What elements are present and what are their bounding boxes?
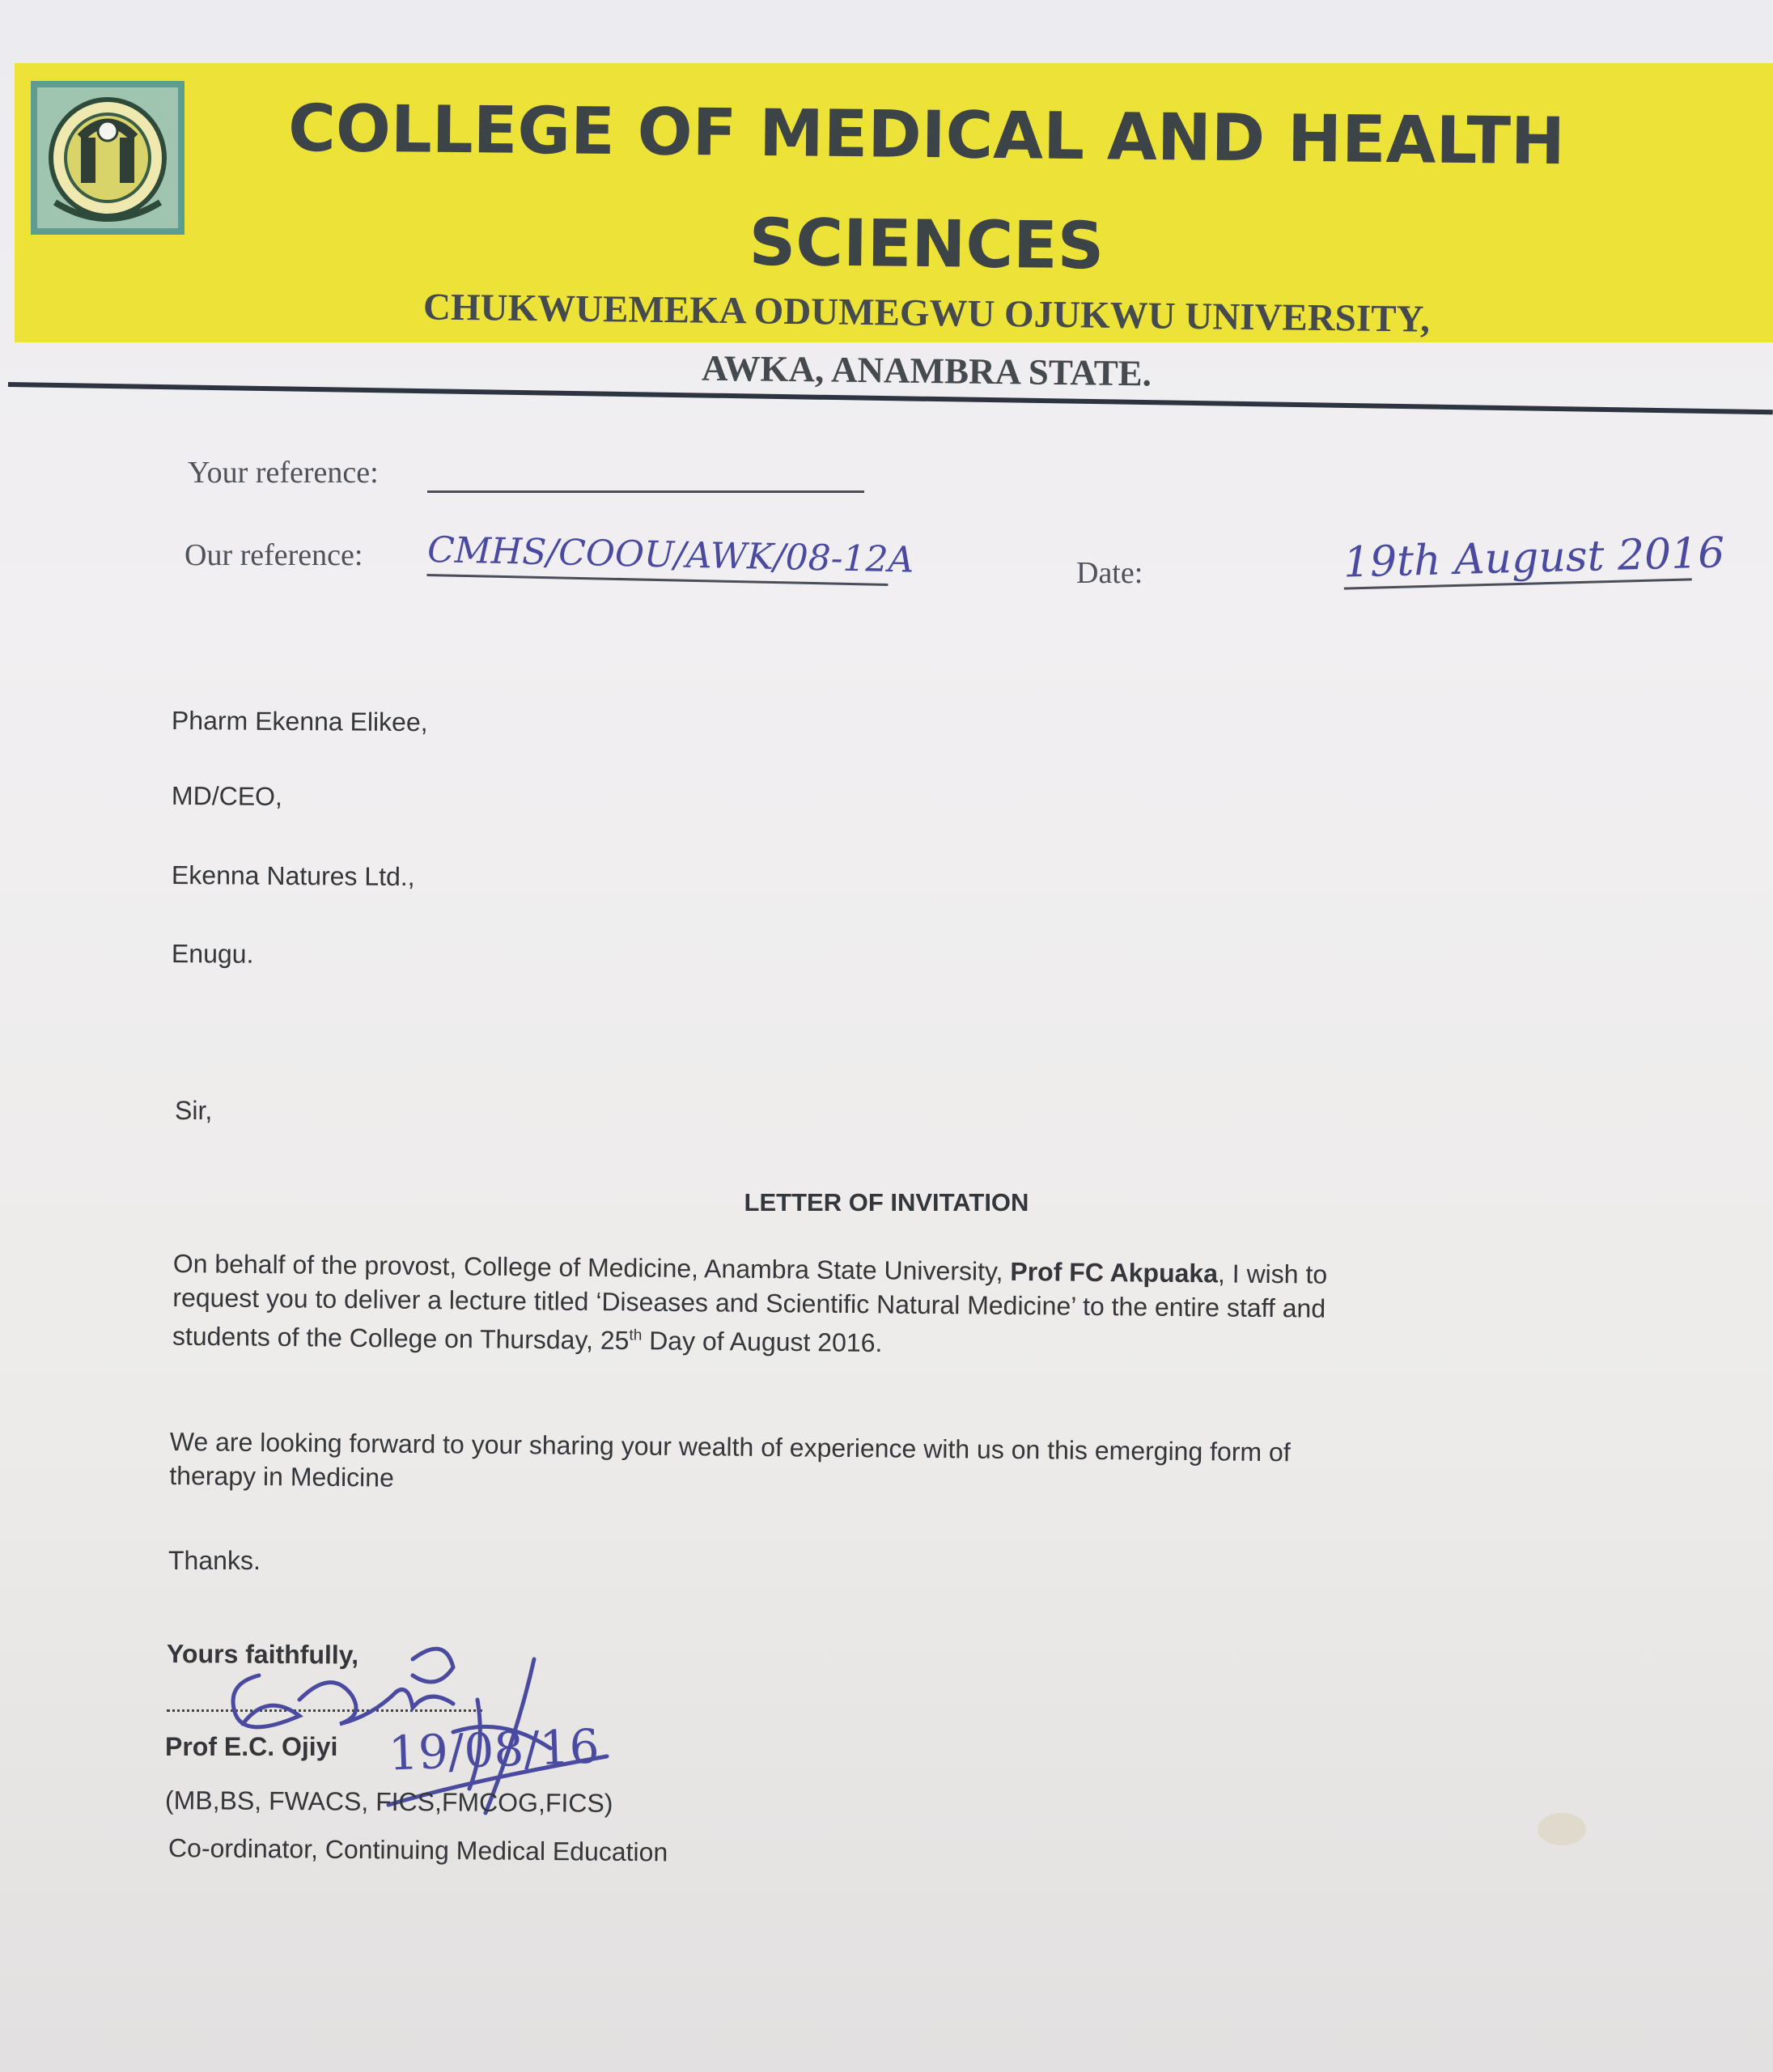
closing: Yours faithfully, <box>166 1639 359 1670</box>
paragraph-1-line-3: students of the College on Thursday, 25th Day of August 2016. <box>172 1321 883 1358</box>
your-reference-label: Your reference: <box>188 456 379 490</box>
paragraph-1 <box>172 1246 1328 1364</box>
date-value: 19th August 2016 <box>1342 529 1692 589</box>
paragraph-1-line-2: request you to deliver a lecture titled ‘Diseases and Scientific Natural Medicine’ to the entire staff and <box>172 1282 1326 1323</box>
letter-heading: LETTER OF INVITATION <box>744 1188 1029 1216</box>
university-name: CHUKWUEMEKA ODUMEGWU OJUKWU UNIVERSITY, <box>422 286 1431 341</box>
paragraph-1-line-1: On behalf of the provost, College of Medicine, Anambra State University, Prof FC Akpuaka, I wish to <box>172 1248 1328 1289</box>
recipient-city: Enugu. <box>171 939 254 969</box>
your-reference-line <box>427 455 864 493</box>
recipient-name: Pharm Ekenna Elikee, <box>171 706 428 737</box>
thanks: Thanks. <box>168 1546 261 1575</box>
our-reference-label: Our reference: <box>185 538 363 572</box>
paper-stain <box>1538 1813 1586 1845</box>
provost-name: Prof FC Akpuaka <box>1010 1256 1219 1289</box>
paragraph-2-line-2: therapy in Medicine <box>169 1460 395 1492</box>
university-crest-icon <box>31 81 185 235</box>
our-reference-value: CMHS/COOU/AWK/08-12A <box>426 529 889 586</box>
signatory-role: Co-ordinator, Continuing Medical Education <box>168 1833 668 1867</box>
recipient-company: Ekenna Natures Ltd., <box>171 860 415 892</box>
paragraph-2-line-1: We are looking forward to your sharing your wealth of experience with us on this emerging form of <box>169 1426 1291 1467</box>
date-label: Date: <box>1076 556 1143 590</box>
paragraph-2 <box>169 1424 1291 1503</box>
signatory-name: Prof E.C. Ojiyi <box>165 1732 338 1761</box>
recipient-title: MD/CEO, <box>171 781 283 811</box>
signatory-credentials: (MB,BS, FWACS, FICS,FMCOG,FICS) <box>164 1785 613 1818</box>
salutation: Sir, <box>175 1096 213 1125</box>
university-location: AWKA, ANAMBRA STATE. <box>701 347 1152 394</box>
college-title-line1: COLLEGE OF MEDICAL AND HEALTH <box>287 90 1566 180</box>
college-title-line2: SCIENCES <box>749 204 1105 284</box>
signature-date: 19/08/16 <box>387 1718 600 1781</box>
